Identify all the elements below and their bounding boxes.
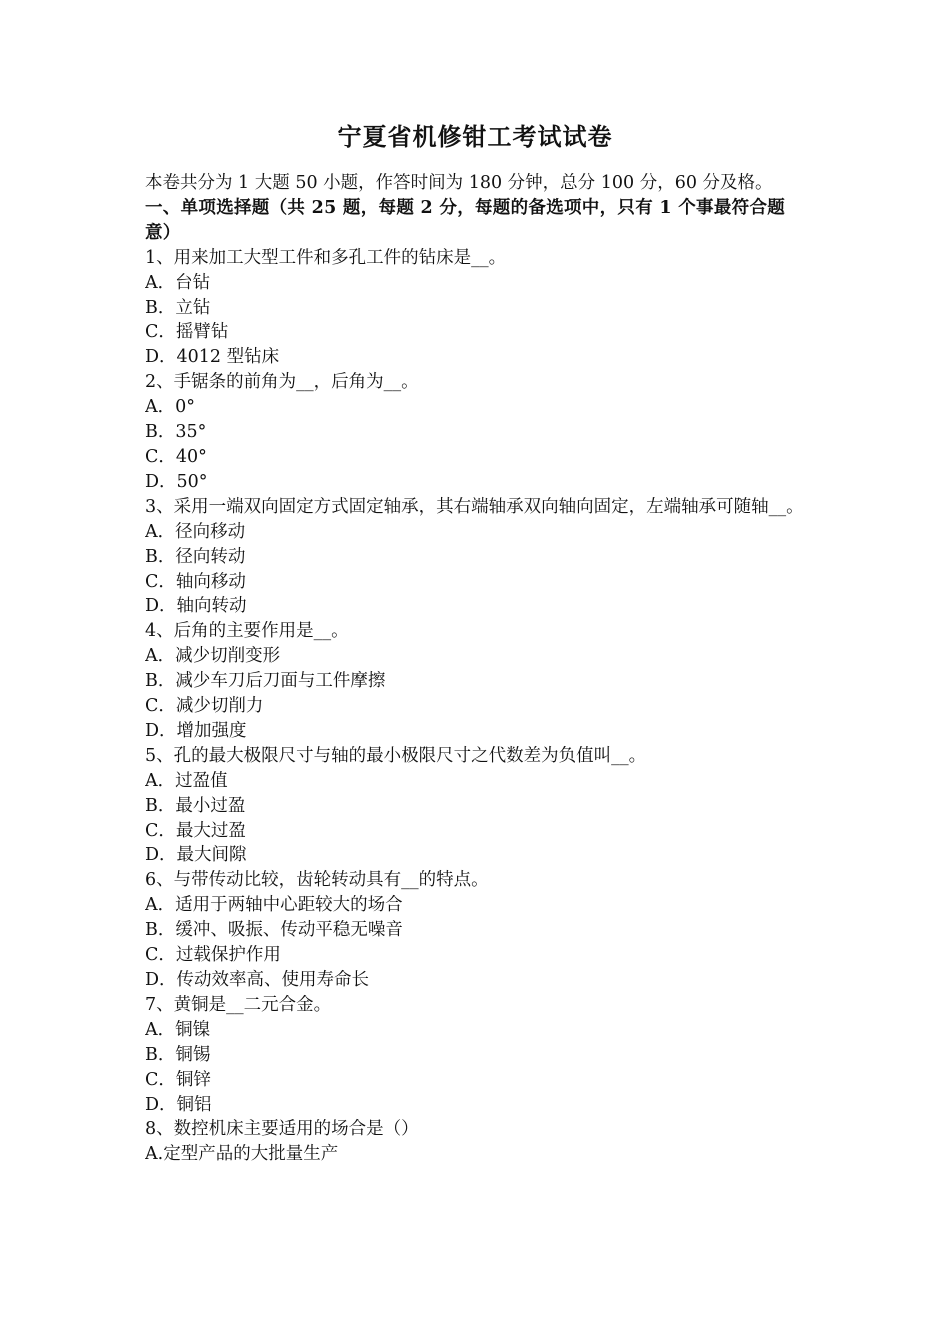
document-body [145,171,810,1167]
option-d: D．轴向转动 [145,596,247,617]
question-stem: 1、用来加工大型工件和多孔工件的钻床是__。 [145,247,507,268]
option-c: C．铜锌 [145,1069,211,1090]
document-title: 宁夏省机修钳工考试试卷 [337,122,613,151]
question-5 [145,744,810,869]
option-b: B．立钻 [145,297,211,318]
question-stem: 7、黄铜是__二元合金。 [145,994,332,1015]
option-c: C．过载保护作用 [145,945,281,966]
option-b: B．35° [145,422,207,443]
question-stem: 2、手锯条的前角为__，后角为__。 [145,372,419,393]
option-d: D．铜铝 [145,1094,212,1115]
question-8 [145,1117,810,1167]
question-stem: 8、数控机床主要适用的场合是（） [145,1119,419,1140]
option-a: A．适用于两轴中心距较大的场合 [145,895,403,916]
question-stem: 4、后角的主要作用是__。 [145,621,349,642]
option-c: C．摇臂钻 [145,322,229,343]
option-b: B．径向转动 [145,546,246,567]
option-d: D．50° [145,471,208,492]
option-c: C．轴向移动 [145,571,246,592]
option-d: D．传动效率高、使用寿命长 [145,970,370,990]
option-a: A．0° [145,397,196,418]
option-a: A．减少切削变形 [145,646,281,667]
option-a: A．径向移动 [145,521,246,542]
option-a: A．铜镍 [145,1019,211,1040]
option-b: B．减少车刀后刀面与工件摩擦 [145,671,386,692]
option-c: C．40° [145,446,207,467]
question-stem: 5、孔的最大极限尺寸与轴的最小极限尺寸之代数差为负值叫__。 [145,745,647,766]
question-2 [145,370,810,495]
option-b: B．铜锡 [145,1044,211,1065]
question-stem: 3、采用一端双向固定方式固定轴承，其右端轴承双向轴向固定，左端轴承可随轴__。 [145,496,804,517]
option-b: B．缓冲、吸振、传动平稳无噪音 [145,920,403,941]
option-a: A．台钻 [145,272,211,293]
question-1 [145,246,810,371]
section-heading: 一、单项选择题（共 25 题，每题 2 分，每题的备选项中，只有 1 个事最符合题意） [145,197,786,243]
option-b: B．最小过盈 [145,795,246,816]
option-c: C．最大过盈 [145,820,246,841]
option-d: D．增加强度 [145,720,247,741]
option-c: C．减少切削力 [145,696,264,717]
exam-intro: 本卷共分为 1 大题 50 小题，作答时间为 180 分钟，总分 100 分，60 分及格。 [145,173,773,193]
option-a: A.定型产品的大批量生产 [145,1144,339,1165]
question-6 [145,868,810,993]
question-4 [145,619,810,744]
question-7 [145,993,810,1118]
option-d: D．最大间隙 [145,845,247,866]
question-stem: 6、与带传动比较，齿轮转动具有__的特点。 [145,870,489,891]
option-a: A．过盈值 [145,770,228,791]
question-3 [145,495,810,620]
option-d: D．4012 型钻床 [145,347,280,368]
